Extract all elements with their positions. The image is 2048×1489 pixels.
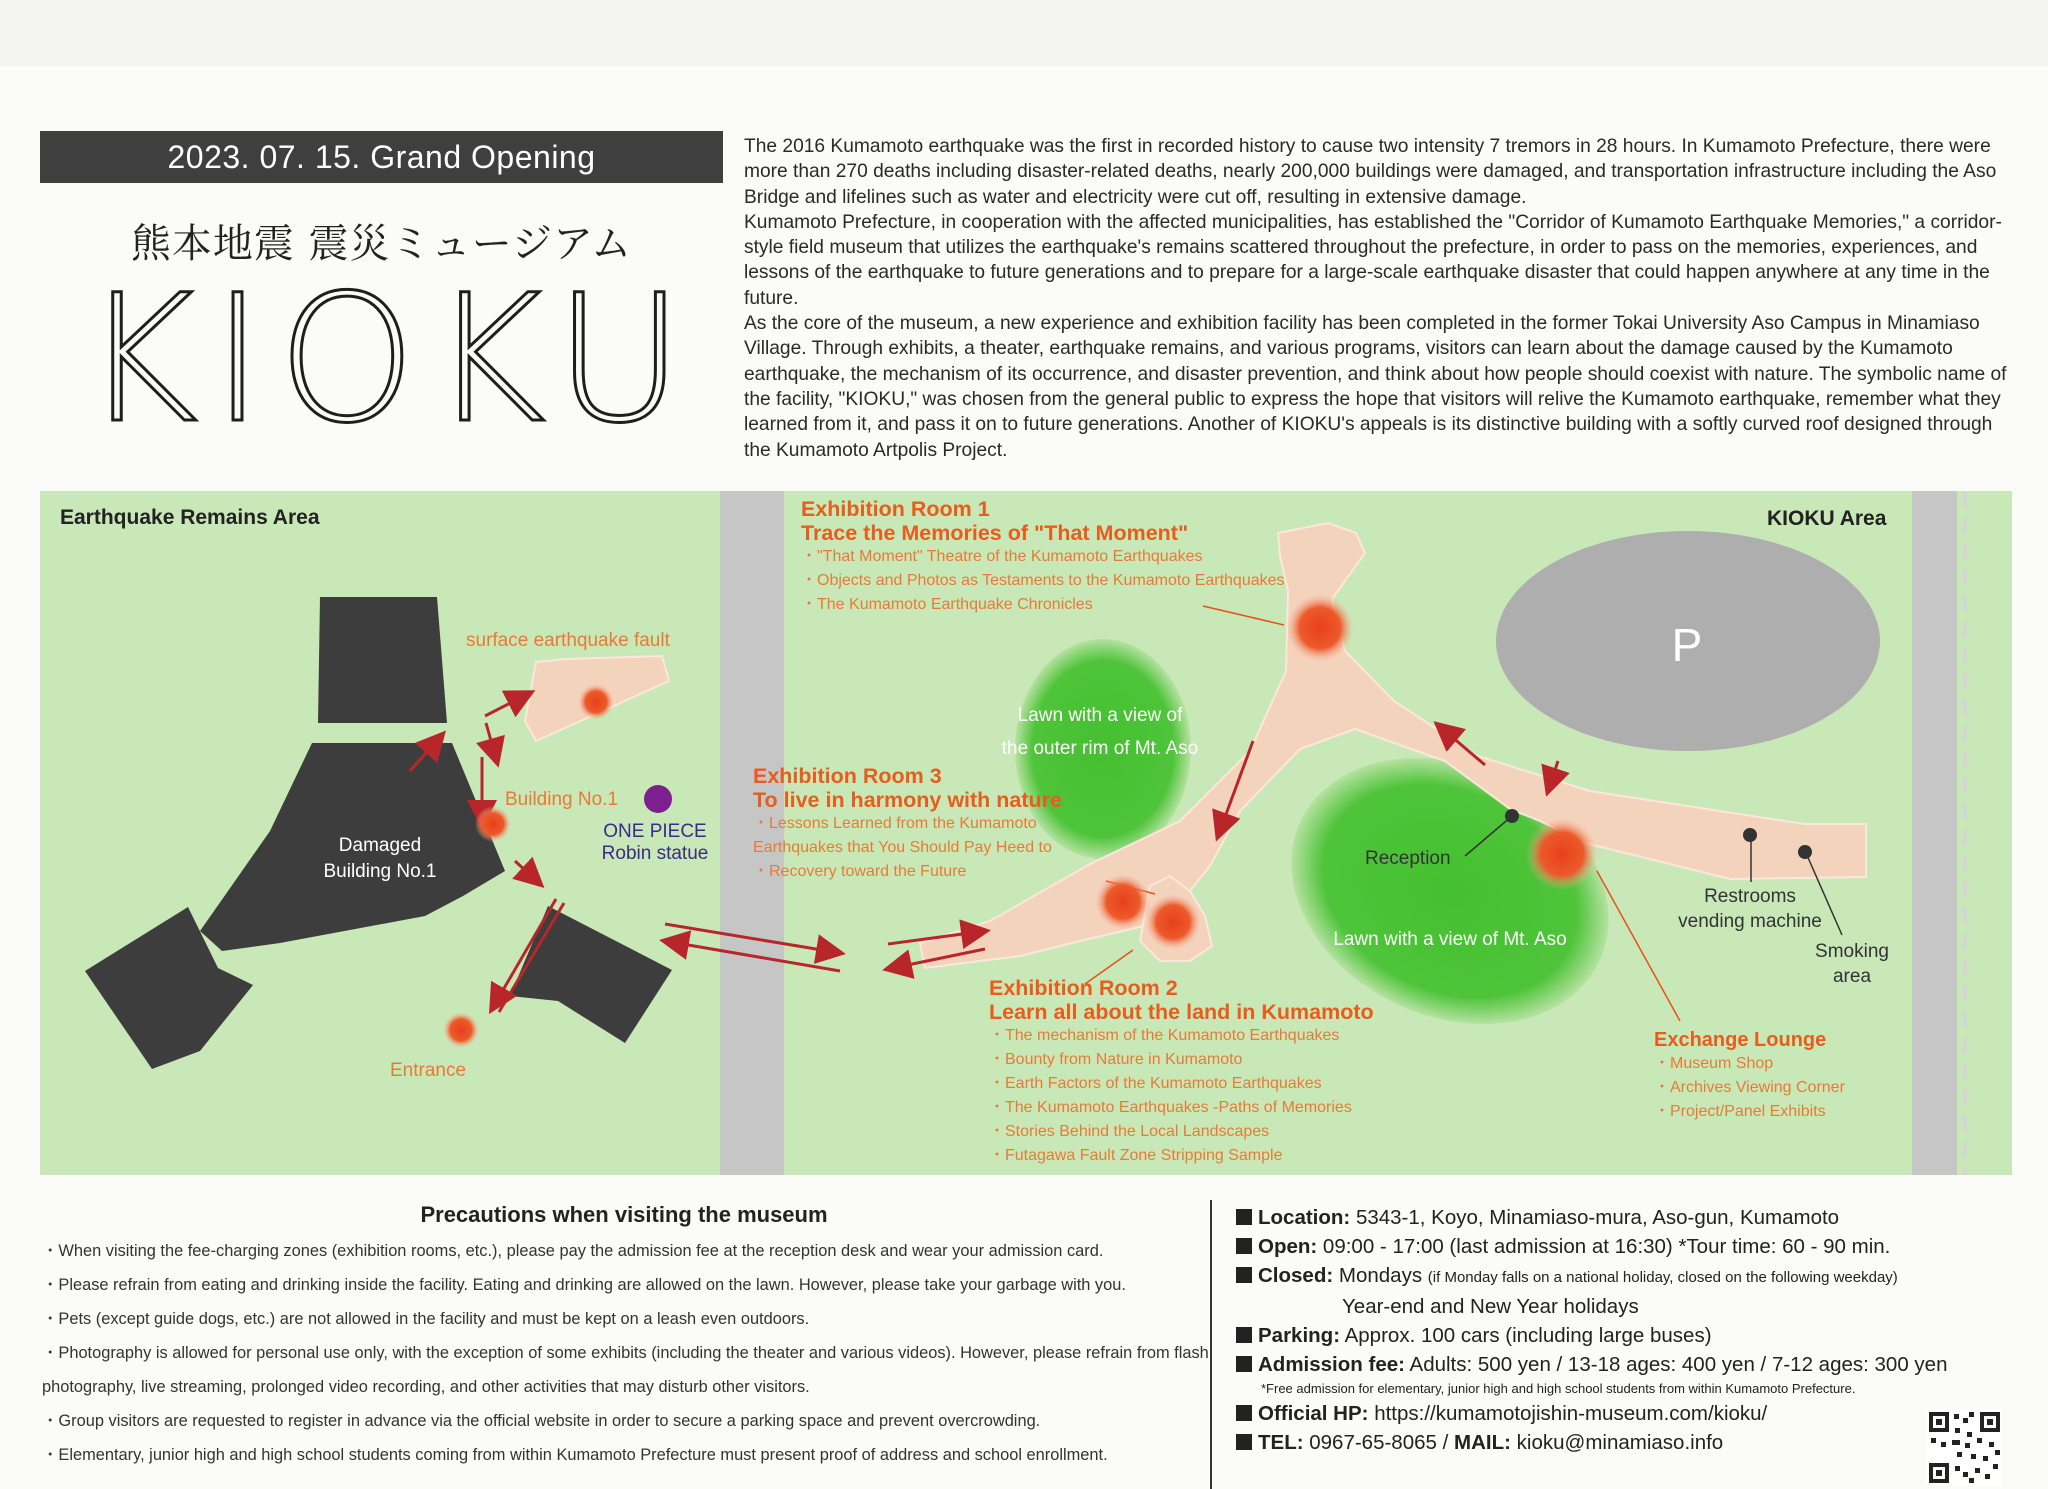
exhibition-room-2	[989, 976, 1374, 1168]
room1-item: ・"That Moment" Theatre of the Kumamoto Earthquakes	[801, 548, 1203, 565]
room1-item: ・The Kumamoto Earthquake Chronicles	[801, 596, 1093, 613]
room2-item: ・Bounty from Nature in Kumamoto	[989, 1051, 1243, 1068]
smoking-area-label	[1797, 939, 1907, 989]
exchange-item: ・Project/Panel Exhibits	[1654, 1103, 1826, 1120]
room1-title-1: Exhibition Room 1	[801, 497, 990, 521]
precautions-title: Precautions when visiting the museum	[420, 1202, 828, 1227]
precaution-item: ・Pets (except guide dogs, etc.) are not allowed in the facility and must be kept on a leash even outdoors.	[42, 1310, 810, 1328]
closed-row	[1236, 1261, 2016, 1292]
room3-item: Earthquakes that You Should Pay Heed to	[753, 839, 1052, 856]
entrance-label: Entrance	[390, 1060, 467, 1081]
divider	[1210, 1200, 1212, 1489]
room3-title-1: Exhibition Room 3	[753, 764, 942, 788]
closed-value: Mondays	[1338, 1264, 1423, 1287]
room2-item: ・The Kumamoto Earthquakes -Paths of Memories	[989, 1099, 1352, 1116]
precaution-item: ・Elementary, junior high and high school students coming from within Kumamoto Prefecture must present proof of address and school enrollment.	[42, 1446, 1108, 1464]
road-strip-right	[1912, 491, 1957, 1175]
contact-row: TEL: 0967-65-8065 / MAIL: kioku@minamiaso.info	[1236, 1428, 2016, 1457]
lawn-outer-label	[970, 699, 1230, 765]
room2-item: ・Futagawa Fault Zone Stripping Sample	[989, 1147, 1283, 1164]
visitor-info	[1236, 1203, 2016, 1457]
hp-row	[1236, 1399, 2016, 1428]
closed-note: (if Monday falls on a national holiday, closed on the following weekday)	[1427, 1269, 1898, 1286]
exhibition-room-1	[801, 497, 1285, 617]
kioku-logo	[60, 278, 720, 428]
restrooms-label	[1640, 884, 1860, 934]
parking-label: P	[1671, 619, 1703, 671]
damaged-building-line-1: Damaged	[338, 835, 422, 856]
hp-link[interactable]: https://kumamotojishin-museum.com/kioku/	[1374, 1402, 1768, 1425]
precautions-list	[42, 1234, 1217, 1472]
closed-row-2: Year-end and New Year holidays	[1342, 1295, 1639, 1318]
hp-label: Official HP:	[1258, 1402, 1369, 1425]
intro-text	[744, 134, 2009, 463]
precaution-item: ・Photography is allowed for personal use only, with the exception of some exhibits (including the theater and various videos). However, please refrain from flash photography, live streaming, prolonged video recording, and other activities that may disturb other visitors.	[42, 1344, 1209, 1396]
kioku-area-label: KIOKU Area	[1767, 507, 1887, 530]
tel-value: 0967-65-8065	[1309, 1431, 1437, 1454]
fee-note: *Free admission for elementary, junior high and high school students from within Kumamoto Prefecture.	[1261, 1381, 1856, 1396]
fee-row	[1236, 1350, 2016, 1379]
reception-label: Reception	[1365, 848, 1451, 869]
tel-label: TEL:	[1258, 1431, 1304, 1454]
lawn-aso-label: Lawn with a view of Mt. Aso	[1333, 929, 1567, 950]
intro-paragraph-2: Kumamoto Prefecture, in cooperation with the affected municipalities, has established the "Corridor of Kumamoto Earthquake Memories," a corridor-style field museum that utilizes the earthquake's remains scattered throughout the prefecture, in order to pass on the memories, experiences, and lessons of the earthquake to future generations and to prepare for a large-scale earthquake disaster that could happen anywhere at any time in the future.	[744, 211, 2002, 309]
room3-title-2: To live in harmony with nature	[753, 788, 1062, 812]
exhibition-room-3	[753, 764, 1062, 884]
exchange-title: Exchange Lounge	[1654, 1029, 1827, 1051]
parking-row	[1236, 1321, 2016, 1350]
lawn-outer-line-1: Lawn with a view of	[1017, 705, 1183, 726]
room2-title-2: Learn all about the land in Kumamoto	[989, 1000, 1374, 1024]
parking-value: Approx. 100 cars (including large buses)	[1344, 1324, 1712, 1347]
closed-label: Closed:	[1258, 1264, 1334, 1287]
mail-label: MAIL:	[1454, 1431, 1511, 1454]
lawn-outer-line-2: the outer rim of Mt. Aso	[1001, 738, 1199, 759]
location-value: 5343-1, Koyo, Minamiaso-mura, Aso-gun, Kumamoto	[1355, 1206, 1840, 1229]
room3-item: ・Recovery toward the Future	[753, 863, 967, 880]
damaged-building-line-2: Building No.1	[323, 861, 437, 882]
qr-code	[1927, 1410, 2002, 1485]
smoking-line-1: Smoking	[1815, 941, 1889, 962]
open-label: Open:	[1258, 1235, 1318, 1258]
exchange-item: ・Museum Shop	[1654, 1055, 1774, 1072]
damaged-building-label	[295, 833, 465, 885]
fee-label: Admission fee:	[1258, 1353, 1405, 1376]
room2-item: ・Earth Factors of the Kumamoto Earthquakes	[989, 1075, 1322, 1092]
surface-fault-label: surface earthquake fault	[466, 630, 670, 651]
location-label: Location:	[1258, 1206, 1351, 1229]
open-value: 09:00 - 17:00 (last admission at 16:30) *Tour time: 60 - 90 min.	[1322, 1235, 1891, 1258]
one-piece-line: ONE PIECE	[603, 821, 707, 842]
intro-paragraph-3: As the core of the museum, a new experience and exhibition facility has been completed in the former Tokai University Aso Campus in Minamiaso Village. Through exhibits, a theater, earthquake remains, and various programs, visitors can learn about the damage caused by the Kumamoto earthquake, the mechanism of its occurrence, and disaster prevention, and think about how people should coexist with nature. The symbolic name of the facility, "KIOKU," was chosen from the general public to express the hope that visitors will relive the Kumamoto earthquake, remember what they learned from it, and pass it on to future generations. Another of KIOKU's appeals is its distinctive building with a softly curved roof designed through the Kumamoto Artpolis Project.	[744, 313, 2007, 461]
grand-opening-text: 2023. 07. 15. Grand Opening	[167, 138, 596, 175]
precaution-item: ・When visiting the fee-charging zones (exhibition rooms, etc.), please pay the admission fee at the reception desk and wear your admission card.	[42, 1242, 1104, 1260]
robin-statue-marker	[644, 785, 672, 813]
room2-item: ・The mechanism of the Kumamoto Earthquakes	[989, 1027, 1340, 1044]
exchange-item: ・Archives Viewing Corner	[1654, 1079, 1845, 1096]
building-no1-label: Building No.1	[505, 789, 619, 810]
smoking-line-2: area	[1832, 966, 1872, 987]
parking-label-text: Parking:	[1258, 1324, 1341, 1347]
restrooms-line-2: vending machine	[1678, 911, 1822, 932]
room1-title-2: Trace the Memories of "That Moment"	[801, 521, 1189, 545]
robin-statue-label	[580, 821, 730, 865]
intro-paragraph-1: The 2016 Kumamoto earthquake was the first in recorded history to cause two intensity 7 tremors in 28 hours. In Kumamoto Prefecture, there were more than 270 deaths including disaster-related deaths, nearly 200,000 buildings were damaged, and transportation infrastructure including the Aso Bridge and lifelines such as water and electricity were cut off, resulting in extensive damage.	[744, 136, 1997, 208]
precaution-item: ・Group visitors are requested to register in advance via the official website in order to secure a parking space and prevent overcrowding.	[42, 1412, 1041, 1430]
room2-item: ・Stories Behind the Local Landscapes	[989, 1123, 1270, 1140]
fee-value: Adults: 500 yen / 13-18 ages: 400 yen / 7-12 ages: 300 yen	[1409, 1353, 1948, 1376]
remains-area-label: Earthquake Remains Area	[60, 506, 320, 529]
mail-link[interactable]: kioku@minamiaso.info	[1516, 1431, 1724, 1454]
exchange-lounge	[1654, 1028, 1845, 1124]
japanese-title: 熊本地震 震災ミュージアム	[130, 221, 633, 267]
room3-item: ・Lessons Learned from the Kumamoto	[753, 815, 1037, 832]
grand-opening-banner	[40, 131, 723, 183]
room2-title-1: Exhibition Room 2	[989, 976, 1178, 1000]
location-row	[1236, 1203, 2016, 1232]
facility-map	[40, 491, 2012, 1175]
open-row	[1236, 1232, 2016, 1261]
restrooms-line-1: Restrooms	[1704, 886, 1796, 907]
kioku-logo-text: KIOKU	[82, 278, 698, 428]
robin-statue-line: Robin statue	[601, 843, 709, 864]
precaution-item: ・Please refrain from eating and drinking inside the facility. Eating and drinking are allowed on the lawn. However, please take your garbage with you.	[42, 1276, 1126, 1294]
room1-item: ・Objects and Photos as Testaments to the Kumamoto Earthquakes	[801, 572, 1285, 589]
